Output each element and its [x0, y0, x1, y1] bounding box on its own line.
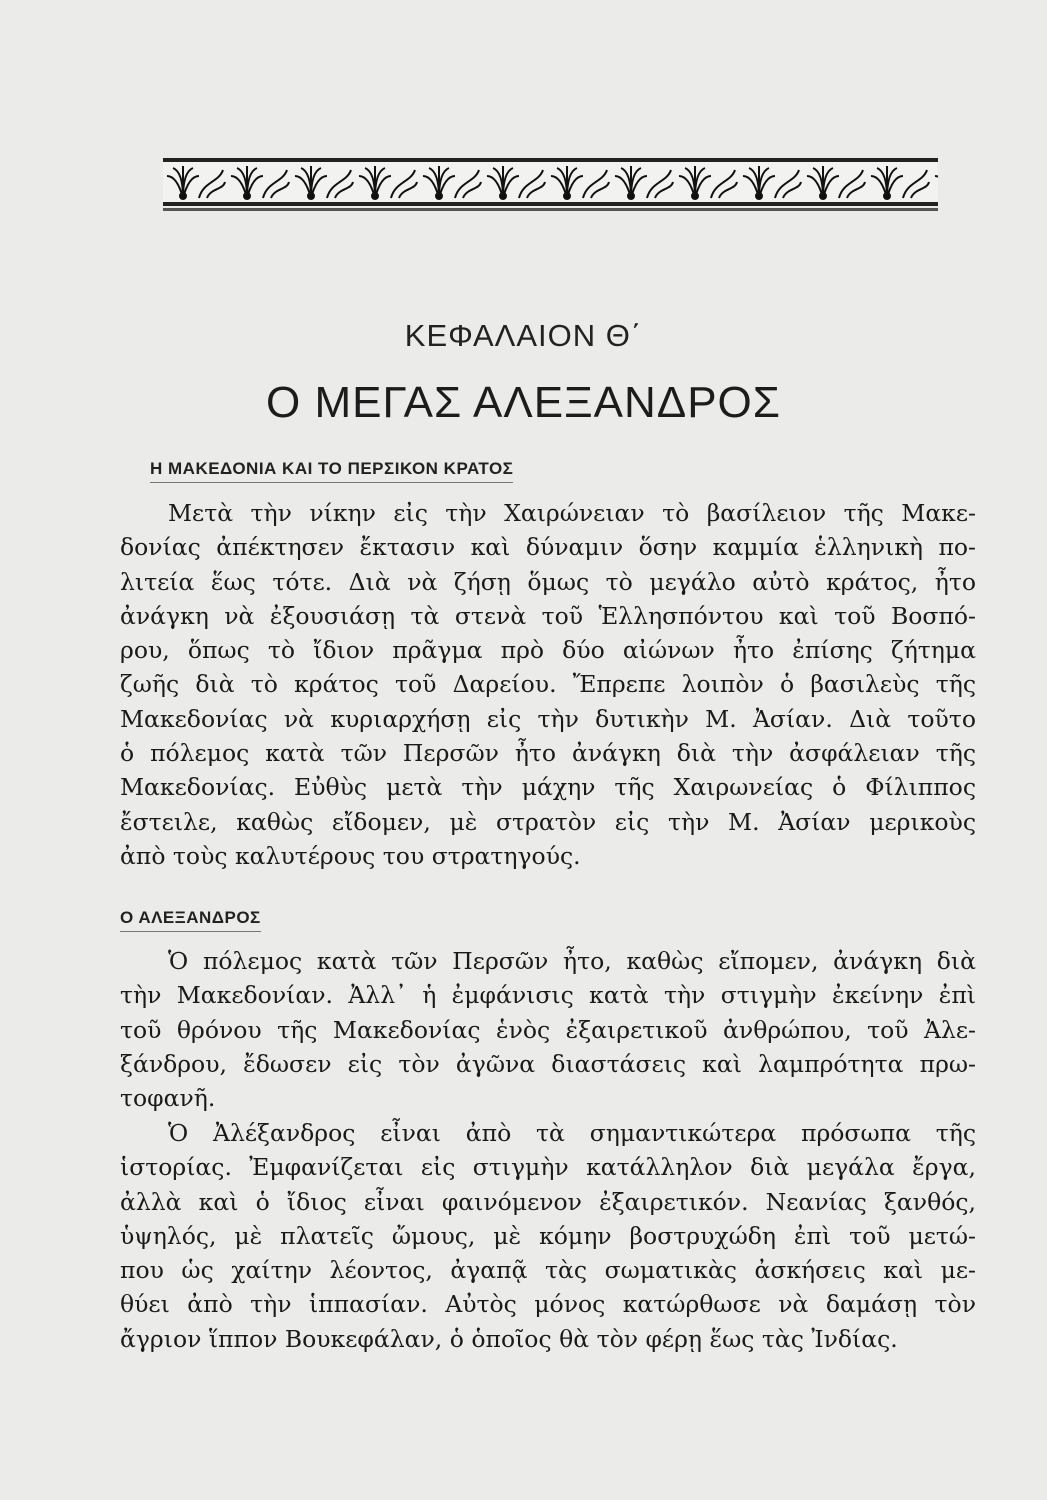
text-line: τοφανῆ. — [120, 1084, 216, 1113]
text-line: Ὁ πόλεμος κατὰ τῶν Περσῶν ἦτο, καθὼς εἴπομεν, ἀνάγκη διὰ — [168, 947, 976, 975]
text-line: δονίας ἀπέκτησεν ἔκτασιν καὶ δύναμιν ὅσην καμμία ἑλληνικὴ πο- — [120, 533, 976, 562]
text-line: που ὡς χαίτην λέοντος, ἀγαπᾷ τὰς σωματικὰς ἀσκήσεις καὶ με- — [120, 1256, 976, 1285]
text-line: ἀλλὰ καὶ ὁ ἴδιος εἶναι φαινόμενον ἐξαιρετικόν. Νεανίας ξανθός, — [120, 1187, 976, 1216]
paragraph-macedonia — [120, 496, 976, 873]
paragraph-alexander-war — [120, 944, 976, 1115]
text-line: ἄγριον ἵππον Βουκεφάλαν, ὁ ὁποῖος θὰ τὸν φέρῃ ἕως τὰς Ἰνδίας. — [120, 1324, 898, 1353]
text-line: ἀνάγκη νὰ ἐξουσιάσῃ τὰ στενὰ τοῦ Ἑλλησπόντου καὶ τοῦ Βοσπό- — [120, 601, 976, 630]
text-line: ἔστειλε, καθὼς εἴδομεν, μὲ στρατὸν εἰς τὴν Μ. Ἀσίαν μερικοὺς — [120, 807, 976, 836]
text-line: τὴν Μακεδονίαν. Ἀλλ᾽ ἡ ἐμφάνισις κατὰ τὴν στιγμὴν ἐκείνην ἐπὶ — [120, 981, 976, 1010]
text-line: ἀπὸ τοὺς καλυτέρους του στρατηγούς. — [120, 841, 581, 870]
section-heading-macedonia-persia: Η ΜΑΚΕΔΟΝΙΑ ΚΑΙ ΤΟ ΠΕΡΣΙΚΟΝ ΚΡΑΤΟΣ — [150, 459, 513, 483]
text-line: Μακεδονίας. Εὐθὺς μετὰ τὴν μάχην τῆς Χαιρωνείας ὁ Φίλιππος — [120, 773, 976, 802]
palmette-frieze-ornament — [163, 158, 938, 214]
text-line: ἱστορίας. Ἐμφανίζεται εἰς στιγμὴν κατάλληλον διὰ μεγάλα ἔργα, — [120, 1153, 976, 1182]
section-heading-alexander: Ο ΑΛΕΞΑΝΔΡΟΣ — [120, 908, 261, 932]
text-line: τοῦ θρόνου τῆς Μακεδονίας ἑνὸς ἐξαιρετικοῦ ἀνθρώπου, τοῦ Ἀλε- — [120, 1015, 976, 1044]
text-line: Μετὰ τὴν νίκην εἰς τὴν Χαιρώνειαν τὸ βασίλειον τῆς Μακε- — [168, 499, 976, 527]
paragraph-alexander-person — [120, 1116, 976, 1356]
text-line: ξάνδρου, ἔδωσεν εἰς τὸν ἀγῶνα διαστάσεις καὶ λαμπρότητα πρω- — [120, 1049, 976, 1078]
text-line: Μακεδονίας νὰ κυριαρχήσῃ εἰς τὴν δυτικὴν Μ. Ἀσίαν. Διὰ τοῦτο — [120, 704, 976, 733]
text-line: ρου, ὅπως τὸ ἴδιον πρᾶγμα πρὸ δύο αἰώνων ἦτο ἐπίσης ζήτημα — [120, 636, 976, 665]
text-line: λιτεία ἕως τότε. Διὰ νὰ ζήσῃ ὅμως τὸ μεγάλο αὐτὸ κράτος, ἦτο — [120, 567, 976, 596]
text-line: ὁ πόλεμος κατὰ τῶν Περσῶν ἦτο ἀνάγκη διὰ τὴν ἀσφάλειαν τῆς — [120, 739, 976, 768]
chapter-title: Ο ΜΕΓΑΣ ΑΛΕΞΑΝΔΡΟΣ — [266, 378, 781, 427]
text-line: ὑψηλός, μὲ πλατεῖς ὤμους, μὲ κόμην βοστρυχώδη ἐπὶ τοῦ μετώ- — [120, 1221, 976, 1250]
text-line: θύει ἀπὸ τὴν ἱππασίαν. Αὐτὸς μόνος κατώρθωσε νὰ δαμάσῃ τὸν — [120, 1290, 976, 1319]
chapter-label: ΚΕΦΑΛΑΙΟΝ Θ΄ — [404, 318, 643, 353]
text-line: ζωῆς διὰ τὸ κράτος τοῦ Δαρείου. Ἔπρεπε λοιπὸν ὁ βασιλεὺς τῆς — [120, 670, 976, 699]
text-line: Ὁ Ἀλέξανδρος εἶναι ἀπὸ τὰ σημαντικώτερα πρόσωπα τῆς — [168, 1119, 976, 1147]
